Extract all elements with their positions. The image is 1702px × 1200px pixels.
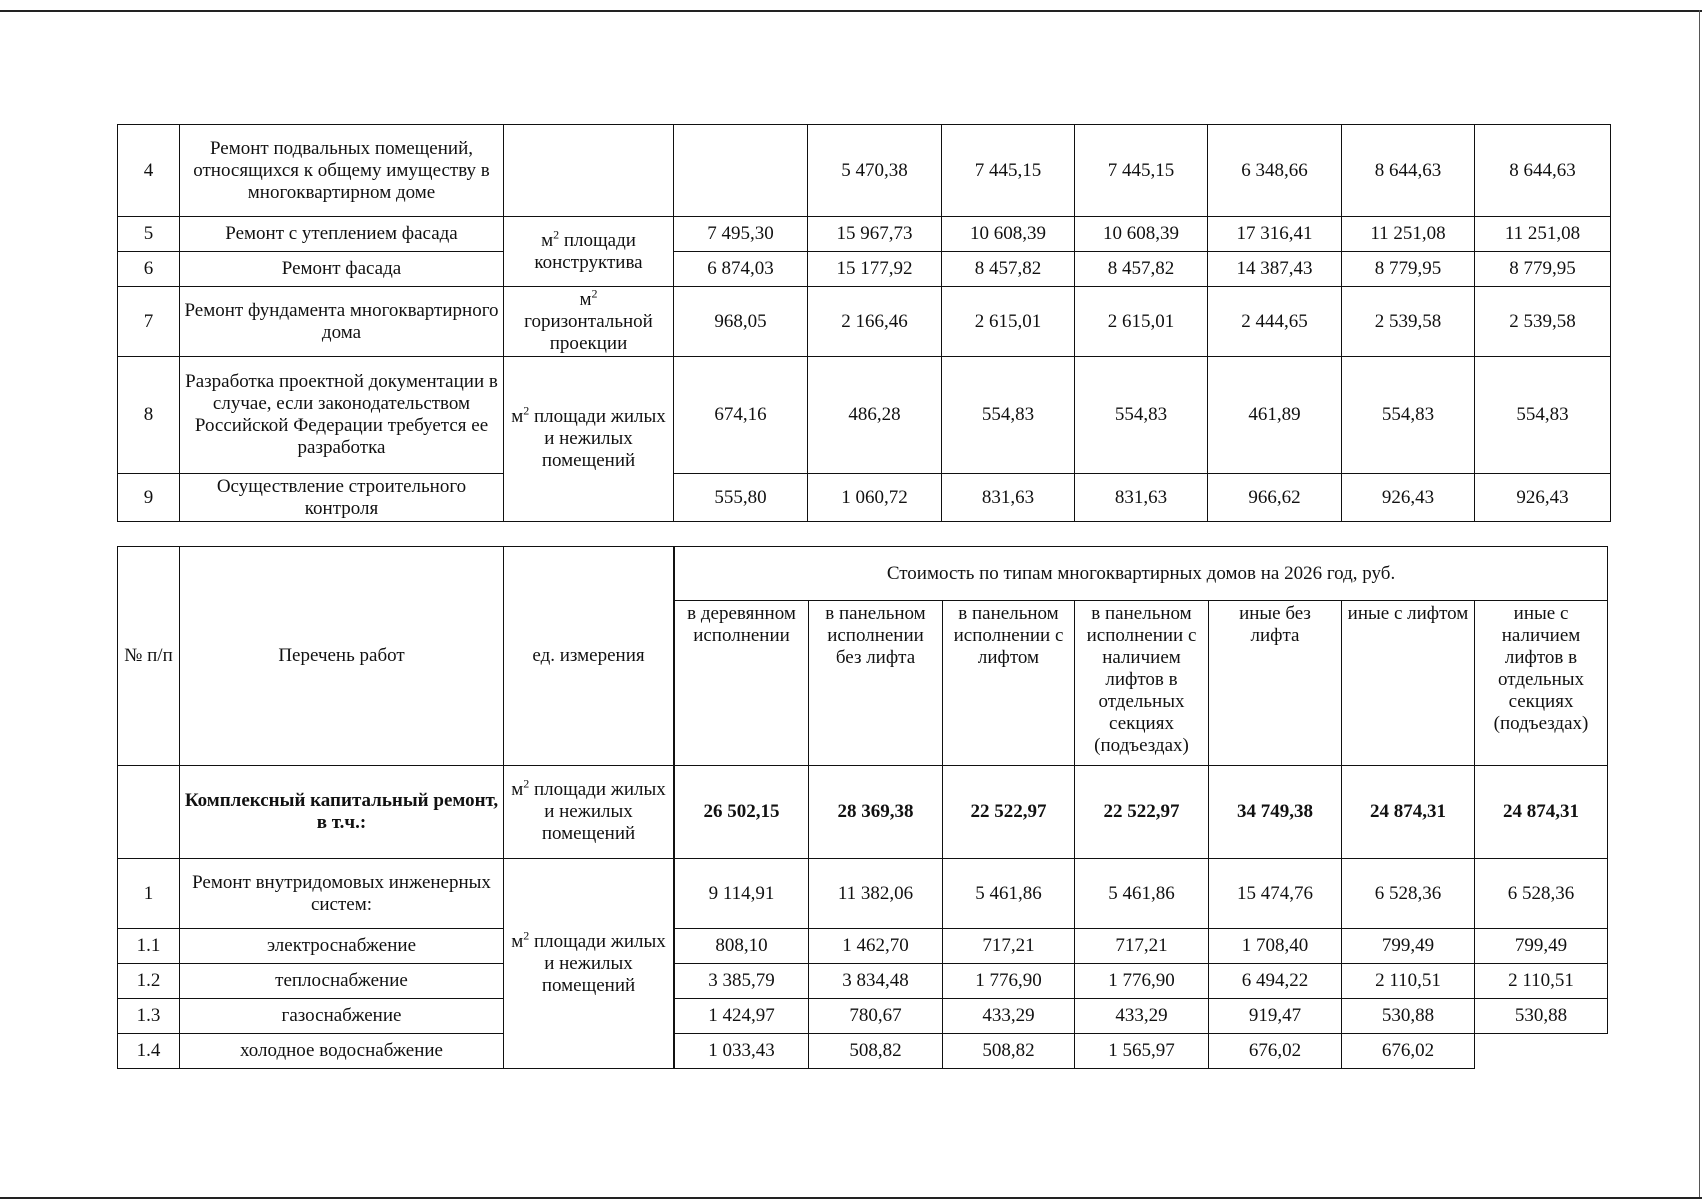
value-cell: 2 110,51 bbox=[1475, 964, 1608, 999]
work-name: Ремонт внутридомовых инженерных систем: bbox=[180, 859, 504, 929]
value-cell: 7 495,30 bbox=[674, 217, 808, 252]
value-cell: 530,88 bbox=[1342, 999, 1475, 1034]
value-cell: 554,83 bbox=[1342, 357, 1475, 474]
work-name: Ремонт подвальных помещений, относящихся к общему имуществу в многоквартирном доме bbox=[180, 125, 504, 217]
header-works: Перечень работ bbox=[180, 547, 504, 766]
table-row bbox=[118, 287, 1611, 357]
table-row bbox=[118, 357, 1611, 474]
unit-cell bbox=[504, 859, 674, 1069]
value-cell: 555,80 bbox=[674, 474, 808, 522]
row-number: 1.2 bbox=[118, 964, 180, 999]
value-cell: 554,83 bbox=[1475, 357, 1611, 474]
header-column: в панельном исполнении с лифтом bbox=[943, 601, 1075, 766]
value-cell: 433,29 bbox=[1075, 999, 1209, 1034]
value-cell: 3 385,79 bbox=[675, 964, 809, 999]
unit-base: м bbox=[511, 930, 524, 952]
value-cell: 968,05 bbox=[674, 287, 808, 357]
value-cell: 11 382,06 bbox=[809, 859, 943, 929]
value-cell: 7 445,15 bbox=[942, 125, 1075, 217]
value-cell: 1 462,70 bbox=[809, 929, 943, 964]
unit-rest: площади конструктива bbox=[534, 229, 643, 273]
value-cell: 6 528,36 bbox=[1475, 859, 1608, 929]
value-cell: 8 779,95 bbox=[1342, 252, 1475, 287]
header-column: в панельном исполнении с наличием лифтов в отдельных секциях (подъездах) bbox=[1075, 601, 1209, 766]
unit-superscript: 2 bbox=[591, 286, 598, 301]
value-cell: 717,21 bbox=[943, 929, 1075, 964]
row-number: 1.1 bbox=[118, 929, 180, 964]
header-column: в деревянном исполнении bbox=[675, 601, 809, 766]
value-cell: 8 457,82 bbox=[942, 252, 1075, 287]
unit-superscript: 2 bbox=[553, 227, 560, 242]
unit-rest: площади жилых и нежилых помещений bbox=[529, 779, 666, 844]
value-cell: 24 874,31 bbox=[1475, 766, 1608, 859]
header-cost-group: Стоимость по типам многоквартирных домов на 2026 год, руб. bbox=[675, 547, 1608, 601]
value-cell: 926,43 bbox=[1342, 474, 1475, 522]
value-cell bbox=[674, 125, 808, 217]
value-cell: 808,10 bbox=[675, 929, 809, 964]
unit-rest: площади жилых и нежилых помещений bbox=[529, 406, 666, 471]
value-cell: 799,49 bbox=[1475, 929, 1608, 964]
work-name: теплоснабжение bbox=[180, 964, 504, 999]
value-cell: 919,47 bbox=[1209, 999, 1342, 1034]
value-cell: 17 316,41 bbox=[1208, 217, 1342, 252]
work-name: холодное водоснабжение bbox=[180, 1034, 504, 1069]
value-cell: 2 444,65 bbox=[1208, 287, 1342, 357]
value-cell: 22 522,97 bbox=[943, 766, 1075, 859]
table-row bbox=[118, 929, 1608, 964]
unit-cell bbox=[504, 217, 674, 287]
value-cell: 554,83 bbox=[942, 357, 1075, 474]
row-number: 1 bbox=[118, 859, 180, 929]
value-cell: 15 967,73 bbox=[808, 217, 942, 252]
header-unit: ед. измерения bbox=[504, 547, 674, 766]
value-cell: 1 565,97 bbox=[1075, 1034, 1209, 1069]
unit-superscript: 2 bbox=[523, 928, 530, 943]
value-cell: 2 615,01 bbox=[942, 287, 1075, 357]
scan-edge-top bbox=[0, 10, 1702, 12]
value-cell: 2 166,46 bbox=[808, 287, 942, 357]
scan-edge-bottom bbox=[0, 1197, 1702, 1199]
value-cell: 10 608,39 bbox=[942, 217, 1075, 252]
table-row bbox=[118, 964, 1608, 999]
value-cell: 3 834,48 bbox=[809, 964, 943, 999]
value-cell: 674,16 bbox=[674, 357, 808, 474]
work-name: Осуществление строительного контроля bbox=[180, 474, 504, 522]
row-number: 1.4 bbox=[118, 1034, 180, 1069]
upper-works-table bbox=[117, 124, 1611, 522]
header-column: иные с лифтом bbox=[1342, 601, 1475, 766]
unit-cell bbox=[504, 357, 674, 522]
value-cell: 780,67 bbox=[809, 999, 943, 1034]
table-row bbox=[118, 474, 1611, 522]
value-cell: 26 502,15 bbox=[675, 766, 809, 859]
value-cell: 6 874,03 bbox=[674, 252, 808, 287]
row-number: 6 bbox=[118, 252, 180, 287]
value-cell: 508,82 bbox=[943, 1034, 1075, 1069]
header-row bbox=[118, 547, 1608, 601]
value-cell: 508,82 bbox=[809, 1034, 943, 1069]
header-column: в панельном исполнении без лифта bbox=[809, 601, 943, 766]
value-cell: 2 615,01 bbox=[1075, 287, 1208, 357]
unit-superscript: 2 bbox=[523, 403, 530, 418]
row-number: 4 bbox=[118, 125, 180, 217]
work-name: Ремонт фасада bbox=[180, 252, 504, 287]
row-number: 8 bbox=[118, 357, 180, 474]
value-cell: 2 110,51 bbox=[1342, 964, 1475, 999]
lower-works-table bbox=[117, 546, 1608, 1069]
unit-cell bbox=[504, 125, 674, 217]
value-cell: 5 470,38 bbox=[808, 125, 942, 217]
row-number: 1.3 bbox=[118, 999, 180, 1034]
value-cell: 10 608,39 bbox=[1075, 217, 1208, 252]
value-cell: 1 708,40 bbox=[1209, 929, 1342, 964]
value-cell: 1 060,72 bbox=[808, 474, 942, 522]
unit-superscript: 2 bbox=[523, 776, 530, 791]
value-cell: 2 539,58 bbox=[1342, 287, 1475, 357]
value-cell: 831,63 bbox=[942, 474, 1075, 522]
value-cell: 15 177,92 bbox=[808, 252, 942, 287]
unit-rest: горизонтальной проекции bbox=[524, 310, 653, 354]
value-cell: 6 494,22 bbox=[1209, 964, 1342, 999]
row-number: 7 bbox=[118, 287, 180, 357]
value-cell: 554,83 bbox=[1075, 357, 1208, 474]
value-cell: 8 779,95 bbox=[1475, 252, 1611, 287]
value-cell: 11 251,08 bbox=[1475, 217, 1611, 252]
work-name: Ремонт с утеплением фасада bbox=[180, 217, 504, 252]
value-cell: 486,28 bbox=[808, 357, 942, 474]
value-cell: 2 539,58 bbox=[1475, 287, 1611, 357]
unit-base: м bbox=[511, 406, 524, 427]
value-cell: 676,02 bbox=[1342, 1034, 1475, 1069]
row-number: 5 bbox=[118, 217, 180, 252]
value-cell: 14 387,43 bbox=[1208, 252, 1342, 287]
value-cell: 717,21 bbox=[1075, 929, 1209, 964]
unit-rest: площади жилых и нежилых помещений bbox=[529, 930, 666, 996]
value-cell: 461,89 bbox=[1208, 357, 1342, 474]
value-cell: 8 644,63 bbox=[1342, 125, 1475, 217]
value-cell: 7 445,15 bbox=[1075, 125, 1208, 217]
unit-base: м bbox=[541, 229, 554, 251]
unit-cell bbox=[504, 766, 674, 859]
value-cell: 433,29 bbox=[943, 999, 1075, 1034]
work-name: газоснабжение bbox=[180, 999, 504, 1034]
value-cell: 5 461,86 bbox=[1075, 859, 1209, 929]
unit-cell bbox=[504, 287, 674, 357]
value-cell: 6 348,66 bbox=[1208, 125, 1342, 217]
unit-base: м bbox=[579, 288, 592, 310]
work-name: Разработка проектной документации в случае, если законодательством Российской Федерации требуется ее разработка bbox=[180, 357, 504, 474]
value-cell: 8 457,82 bbox=[1075, 252, 1208, 287]
value-cell: 530,88 bbox=[1475, 999, 1608, 1034]
value-cell: 1 776,90 bbox=[1075, 964, 1209, 999]
value-cell: 926,43 bbox=[1475, 474, 1611, 522]
row-number: 9 bbox=[118, 474, 180, 522]
table-row bbox=[118, 999, 1608, 1034]
value-cell: 676,02 bbox=[1209, 1034, 1342, 1069]
value-cell: 799,49 bbox=[1342, 929, 1475, 964]
table-row bbox=[118, 252, 1611, 287]
value-cell: 9 114,91 bbox=[675, 859, 809, 929]
header-num: № п/п bbox=[118, 547, 180, 766]
table-row bbox=[118, 1034, 1608, 1069]
work-name: Ремонт фундамента многоквартирного дома bbox=[180, 287, 504, 357]
value-cell: 831,63 bbox=[1075, 474, 1208, 522]
table-row bbox=[118, 125, 1611, 217]
value-cell: 8 644,63 bbox=[1475, 125, 1611, 217]
unit-base: м bbox=[511, 779, 524, 800]
value-cell: 966,62 bbox=[1208, 474, 1342, 522]
value-cell: 1 776,90 bbox=[943, 964, 1075, 999]
value-cell: 1 424,97 bbox=[675, 999, 809, 1034]
header-column: иные с наличием лифтов в отдельных секциях (подъездах) bbox=[1475, 601, 1608, 766]
header-column: иные без лифта bbox=[1209, 601, 1342, 766]
value-cell: 15 474,76 bbox=[1209, 859, 1342, 929]
scan-edge-right bbox=[1699, 10, 1700, 1198]
value-cell: 24 874,31 bbox=[1342, 766, 1475, 859]
total-row bbox=[118, 766, 1608, 859]
work-name: Комплексный капитальный ремонт, в т.ч.: bbox=[180, 766, 504, 859]
table-row bbox=[118, 217, 1611, 252]
value-cell: 6 528,36 bbox=[1342, 859, 1475, 929]
value-cell: 34 749,38 bbox=[1209, 766, 1342, 859]
value-cell: 1 033,43 bbox=[675, 1034, 809, 1069]
row-number bbox=[118, 766, 180, 859]
value-cell: 5 461,86 bbox=[943, 859, 1075, 929]
work-name: электроснабжение bbox=[180, 929, 504, 964]
table-row bbox=[118, 859, 1608, 929]
value-cell: 22 522,97 bbox=[1075, 766, 1209, 859]
value-cell: 28 369,38 bbox=[809, 766, 943, 859]
value-cell: 11 251,08 bbox=[1342, 217, 1475, 252]
